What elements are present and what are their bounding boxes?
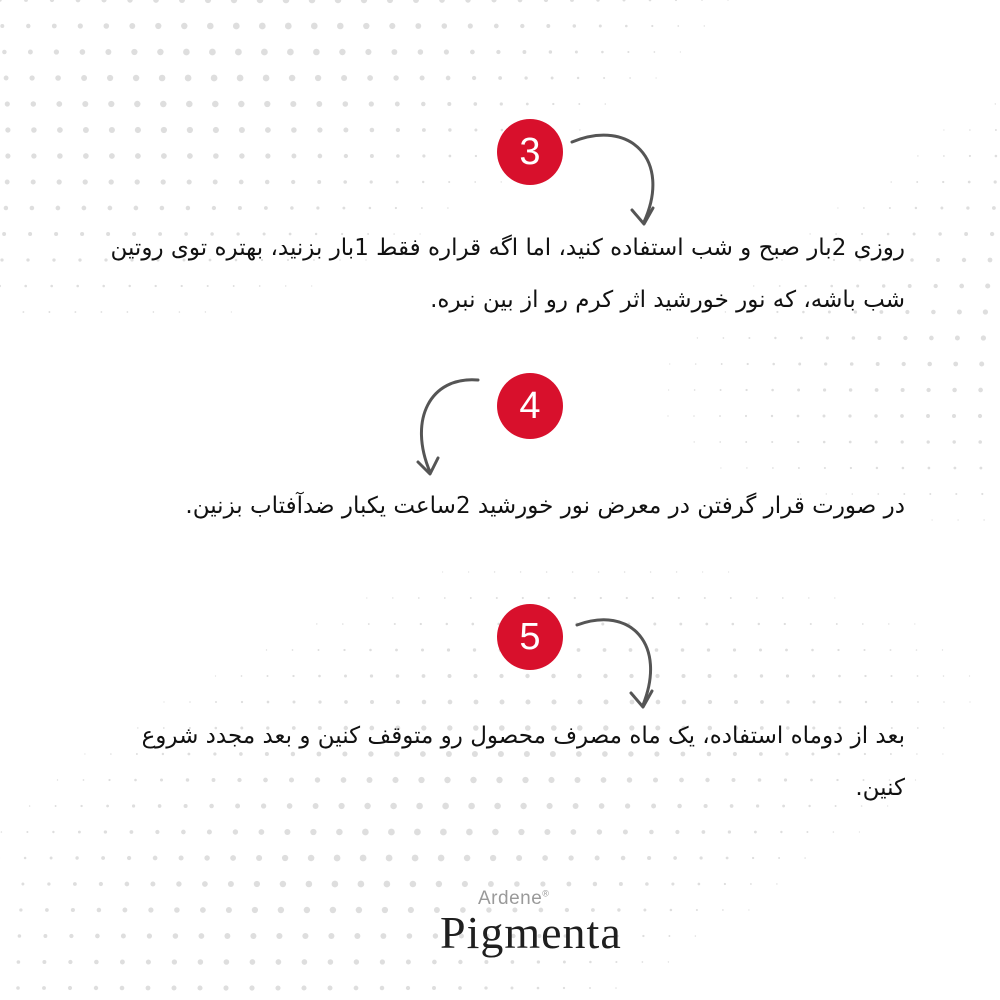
- step-5-text: بعد از دوماه استفاده، یک ماه مصرف محصول رو متوقف کنین و بعد مجدد شروع کنین.: [141, 723, 905, 801]
- step-4-number: 4: [519, 384, 541, 427]
- step-4-badge: [497, 373, 563, 439]
- step-5-number: 5: [519, 615, 541, 658]
- step-3-text: روزی 2بار صبح و شب استفاده کنید، اما اگه قراره فقط 1بار بزنید، بهتره توی روتین شب باشه، که نور خورشید اثر کرم رو از بین نبره.: [110, 235, 905, 313]
- step-5-badge: [497, 604, 563, 670]
- brand-sub-text: Ardene: [478, 888, 543, 909]
- brand-logo: [400, 888, 620, 968]
- brand-name: Pigmenta: [440, 907, 622, 958]
- step-4-text: در صورت قرار گرفتن در معرض نور خورشید 2ساعت یکبار ضدآفتاب بزنین.: [185, 493, 905, 519]
- step-3-badge: [497, 119, 563, 185]
- step-3-number: 3: [519, 130, 541, 173]
- curved-arrow-icon: [400, 370, 500, 490]
- registered-mark: ®: [542, 888, 550, 899]
- curved-arrow-icon: [565, 605, 675, 715]
